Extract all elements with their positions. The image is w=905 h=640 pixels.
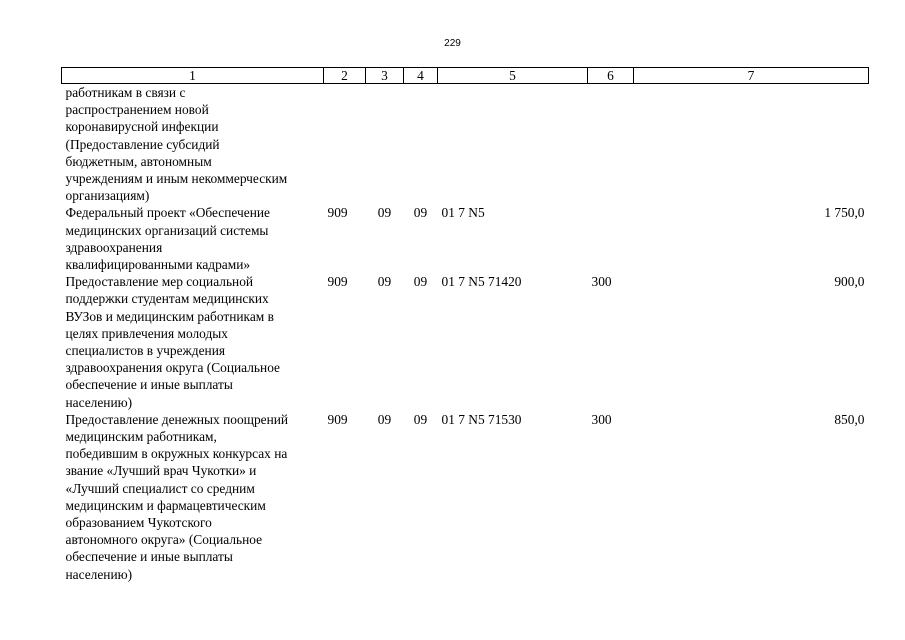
amount-cell [634,84,869,205]
amount-cell: 1 750,0 [824,205,865,221]
amount-cell: 900,0 [834,274,865,290]
row-name-line: населению) [65,394,133,410]
row-name-line: образованием Чукотского [65,515,212,531]
admin-code-cell: 909 [327,411,348,427]
row-name-line: населению) [65,566,133,582]
row-name-line: победившим в окружных конкурсах на [65,446,288,462]
row-name-line: специалистов в учреждения [65,343,226,359]
table-row [62,204,869,273]
column-number-header [62,68,869,84]
expense-type-cell: 300 [591,411,612,427]
row-name-line: Предоставление мер социальной [65,274,254,290]
row-name-line: Федеральный проект «Обеспечение [65,205,270,221]
row-name-line: «Лучший специалист со средним [65,480,255,496]
expense-type-cell: 300 [591,274,612,290]
table-body [62,84,869,583]
row-name-line: обеспечение и иные выплаты [65,549,233,565]
target-article-cell: 01 7 N5 [441,205,485,221]
table-row [62,84,869,205]
subsection-code-cell: 09 [413,274,428,290]
row-name-line: медицинским и фармацевтическим [65,497,266,513]
subsection-code-cell: 09 [413,411,428,427]
subsection-code-cell [404,84,438,205]
column-header-5: 5 [438,68,588,84]
row-name-cell [62,411,324,583]
column-header-2: 2 [324,68,366,84]
target-article-cell: 01 7 N5 71420 [441,274,522,290]
budget-table [61,67,869,583]
table-row [62,273,869,411]
section-code-cell: 09 [377,205,392,221]
section-code-cell [366,84,404,205]
row-name-line: распространением новой [65,102,209,118]
row-name-line: поддержки студентам медицинских [65,291,269,307]
row-name-line: ВУЗов и медицинским работникам в [65,308,274,324]
row-name-line: (Предоставление субсидий [65,136,220,152]
row-name-line: автономного округа» (Социальное [65,532,263,548]
row-name-line: Предоставление денежных поощрений [65,411,289,427]
row-name-line: звание «Лучший врач Чукотки» и [65,463,257,479]
target-article-cell [438,84,588,205]
row-name-line: коронавирусной инфекции [65,119,219,135]
subsection-code-cell: 09 [413,205,428,221]
section-code-cell: 09 [377,411,392,427]
admin-code-cell: 909 [327,274,348,290]
row-name-cell [62,204,324,273]
row-name-line: работникам в связи с [65,85,186,100]
row-name-line: здравоохранения [65,239,163,255]
admin-code-cell [324,84,366,205]
row-name-line: бюджетным, автономным [65,153,212,169]
table-row [62,411,869,583]
column-header-7: 7 [634,68,869,84]
admin-code-cell: 909 [327,205,348,221]
row-name-line: организациям) [65,188,150,204]
expense-type-cell [588,84,634,205]
column-header-4: 4 [404,68,438,84]
column-header-3: 3 [366,68,404,84]
row-name-line: квалифицированными кадрами» [65,257,251,273]
row-name-cell [62,84,324,205]
page-number: 229 [444,38,461,49]
row-name-line: здравоохранения округа (Социальное [65,360,281,376]
row-name-cell [62,273,324,411]
row-name-line: медицинских организаций системы [65,222,269,238]
row-name-line: учреждениям и иным некоммерческим [65,171,288,187]
target-article-cell: 01 7 N5 71530 [441,411,522,427]
row-name-line: обеспечение и иные выплаты [65,377,233,393]
column-header-6: 6 [588,68,634,84]
section-code-cell: 09 [377,274,392,290]
column-header-1: 1 [62,68,324,84]
row-name-line: целях привлечения молодых [65,325,228,341]
amount-cell: 850,0 [834,411,865,427]
expense-type-cell [588,204,634,273]
row-name-line: медицинским работникам, [65,429,217,445]
